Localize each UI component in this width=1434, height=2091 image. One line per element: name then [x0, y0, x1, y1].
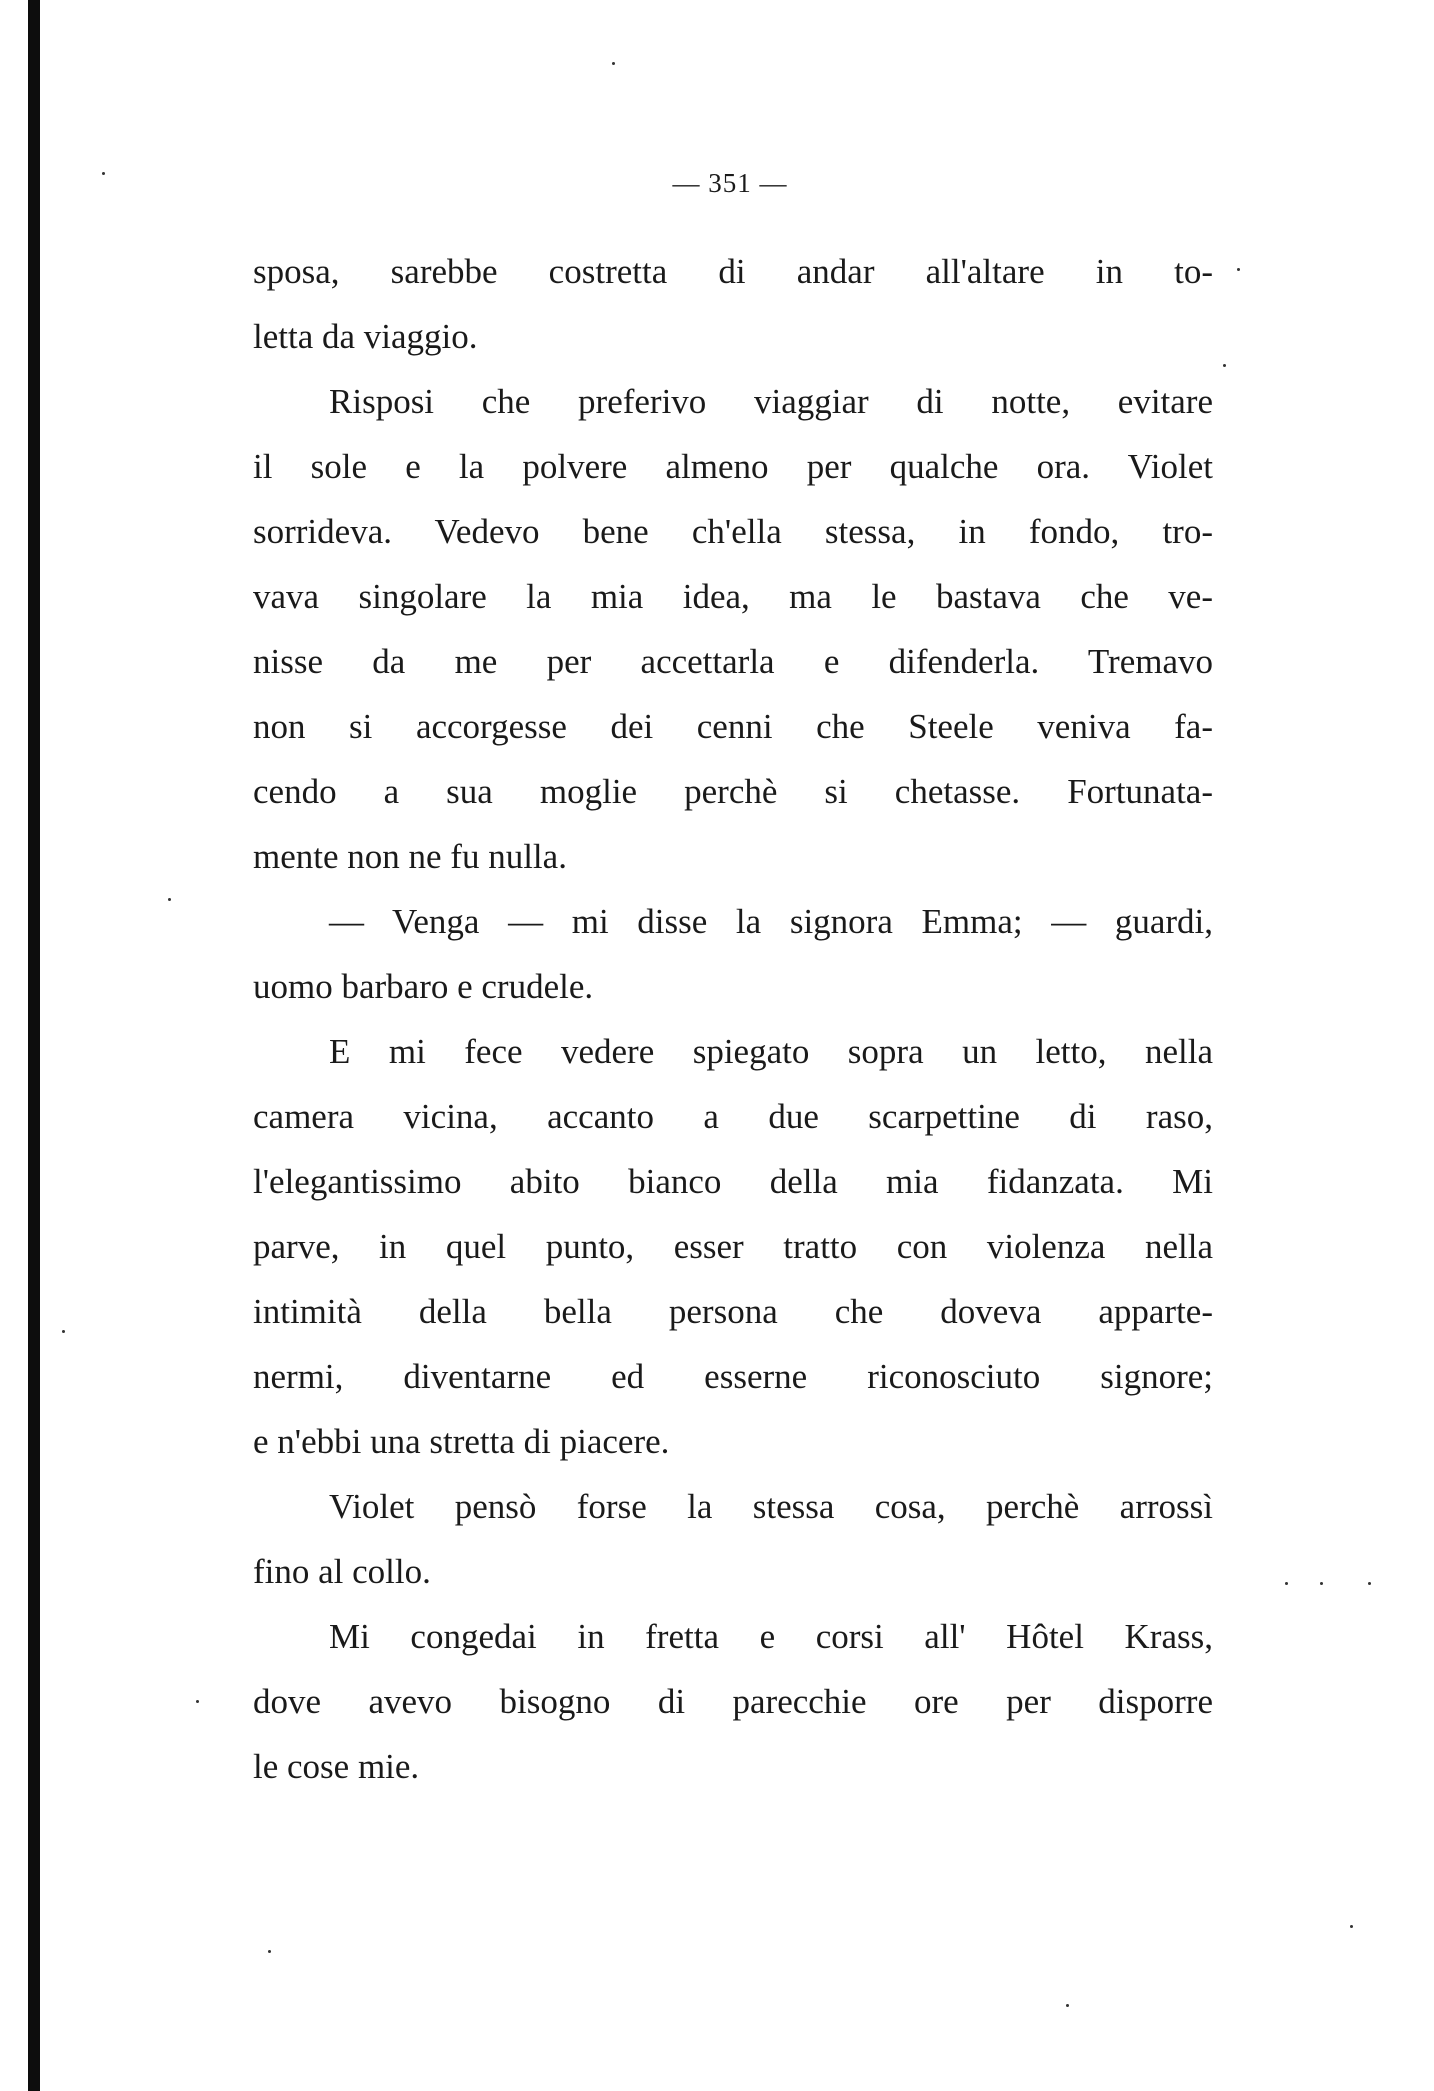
- scan-speck: [102, 172, 105, 175]
- scan-speck: [196, 1700, 199, 1703]
- text-line: e n'ebbi una stretta di piacere.: [253, 1422, 670, 1461]
- text-line: parve, in quel punto, esser tratto con violenza nella: [253, 1227, 1213, 1266]
- text-line: fino al collo.: [253, 1552, 431, 1591]
- scan-speck: [1368, 1582, 1371, 1585]
- text-line: E mi fece vedere spiegato sopra un letto, nella: [329, 1032, 1213, 1071]
- text-line: sposa, sarebbe costretta di andar all'altare in to-: [253, 252, 1213, 291]
- text-line: mente non ne fu nulla.: [253, 837, 567, 876]
- text-line: — Venga — mi disse la signora Emma; — guardi,: [329, 902, 1213, 941]
- text-line: uomo barbaro e crudele.: [253, 967, 594, 1006]
- text-line: letta da viaggio.: [253, 317, 478, 356]
- text-line: Violet pensò forse la stessa cosa, perchè arrossì: [329, 1487, 1213, 1526]
- text-line: cendo a sua moglie perchè si chetasse. Fortunata-: [253, 772, 1213, 811]
- text-line: nisse da me per accettarla e difenderla. Tremavo: [253, 642, 1213, 681]
- scan-speck: [1285, 1582, 1288, 1585]
- scan-speck: [168, 898, 171, 901]
- text-line: camera vicina, accanto a due scarpettine di raso,: [253, 1097, 1213, 1136]
- text-line: non si accorgesse dei cenni che Steele veniva fa-: [253, 707, 1213, 746]
- text-line: l'elegantissimo abito bianco della mia fidanzata. Mi: [253, 1162, 1213, 1201]
- text-line: nermi, diventarne ed esserne riconosciuto signore;: [253, 1357, 1213, 1396]
- body-text: [253, 248, 1213, 1808]
- text-line: il sole e la polvere almeno per qualche ora. Violet: [253, 447, 1213, 486]
- scan-speck: [1320, 1582, 1323, 1585]
- page-binding-edge: [28, 0, 40, 2091]
- scan-speck: [62, 1330, 65, 1333]
- scan-speck: [612, 62, 615, 65]
- text-line: Risposi che preferivo viaggiar di notte, evitare: [329, 382, 1213, 421]
- scan-speck: [1350, 1925, 1353, 1928]
- text-line: Mi congedai in fretta e corsi all' Hôtel Krass,: [329, 1617, 1213, 1656]
- scan-speck: [268, 1950, 271, 1953]
- scan-speck: [1237, 268, 1240, 271]
- scan-speck: [1223, 364, 1226, 367]
- text-line: le cose mie.: [253, 1747, 420, 1786]
- page-number: — 351 —: [672, 168, 788, 198]
- text-line: vava singolare la mia idea, ma le bastava che ve-: [253, 577, 1213, 616]
- text-line: dove avevo bisogno di parecchie ore per disporre: [253, 1682, 1213, 1721]
- text-line: intimità della bella persona che doveva apparte-: [253, 1292, 1213, 1331]
- text-line: sorrideva. Vedevo bene ch'ella stessa, in fondo, tro-: [253, 512, 1213, 551]
- scan-speck: [1066, 2004, 1069, 2007]
